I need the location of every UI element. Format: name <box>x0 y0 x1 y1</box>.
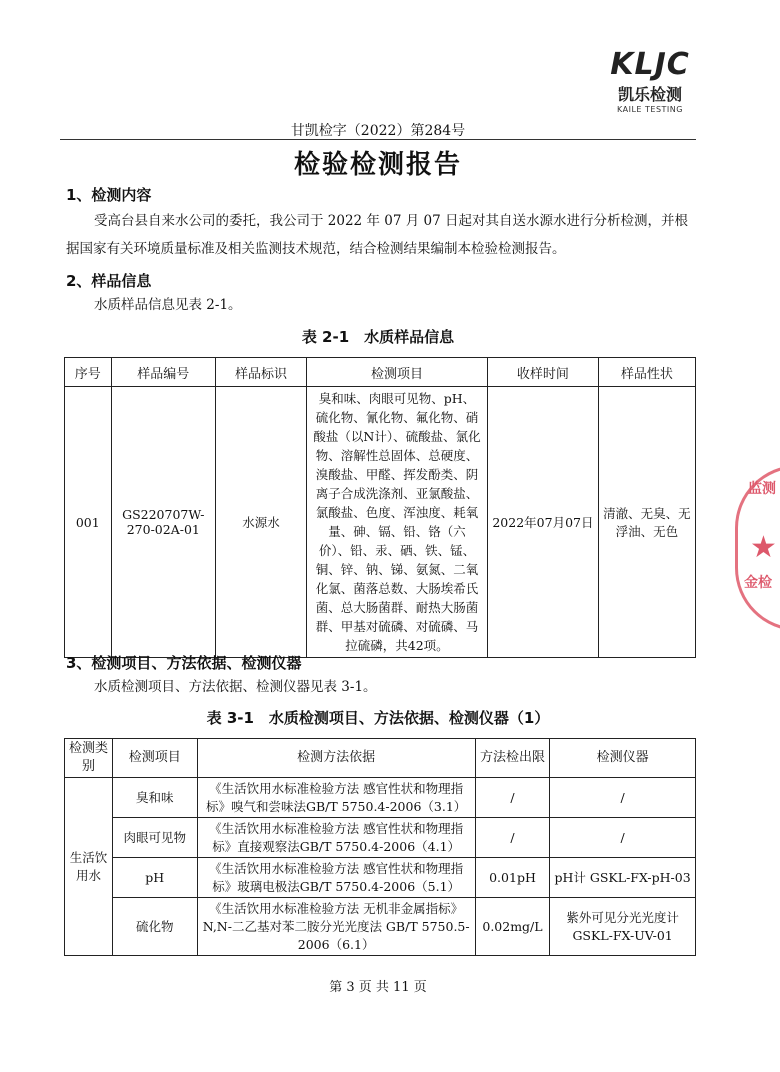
section2-heading: 2、样品信息 <box>66 272 152 290</box>
col-header: 收样时间 <box>487 358 598 387</box>
sample-no: 001 <box>65 387 112 658</box>
table-header-row <box>65 358 696 387</box>
col-header: 序号 <box>65 358 112 387</box>
table-row <box>65 858 696 898</box>
test-items: 臭和味、肉眼可见物、pH、硫化物、氰化物、氟化物、硝酸盐（以N计）、硫酸盐、氯化物、溶解性总固体、总硬度、溴酸盐、甲醛、挥发酚类、阴离子合成洗涤剂、亚氯酸盐、氯酸盐、色度、浑浊度、耗氧量、砷、镉、铅、铬（六价）、铅、汞、硒、铁、锰、铜、锌、钠、锑、氨氮、二氧化氯、菌落总数、大肠埃希氏菌、总大肠菌群、耐热大肠菌群、甲基对硫磷、对硫磷、马拉硫磷，共42项。 <box>307 387 488 658</box>
col-header: 检测项目 <box>307 358 488 387</box>
table-header-row <box>65 739 696 778</box>
page-footer: 第 3 页 共 11 页 <box>329 980 427 995</box>
table21-caption: 表 2-1 水质样品信息 <box>301 328 455 346</box>
instrument: / <box>550 818 696 858</box>
col-header: 检测类别 <box>65 739 113 778</box>
section1-text: 受高台县自来水公司的委托，我公司于 2022 年 07 月 07 日起对其自送水源水进行分析检测，并根据国家有关环境质量标准及相关监测技术规范，结合检测结果编制本检验检测报告。 <box>66 213 688 257</box>
methods-table <box>64 738 696 956</box>
report-reference: 甘凯检字（2022）第284号 <box>290 123 466 139</box>
test-item: 臭和味 <box>112 778 197 818</box>
logo-cn-text: 凯乐检测 <box>617 85 682 104</box>
section3-text: 水质检测项目、方法依据、检测仪器见表 3-1。 <box>94 679 377 695</box>
col-header: 检测方法依据 <box>197 739 475 778</box>
test-item: pH <box>112 858 197 898</box>
sample-label: 水源水 <box>216 387 307 658</box>
col-header: 样品性状 <box>598 358 695 387</box>
col-header: 样品标识 <box>216 358 307 387</box>
detection-limit: 0.02mg/L <box>475 898 549 956</box>
test-item: 肉眼可见物 <box>112 818 197 858</box>
test-method: 《生活饮用水标准检验方法 无机非金属指标》N,N-二乙基对苯二胺分光光度法 GB/T 5750.5-2006（6.1） <box>197 898 475 956</box>
company-logo <box>600 47 700 114</box>
sample-id: GS220707W-270-02A-01 <box>111 387 216 658</box>
official-seal-stamp <box>735 465 780 631</box>
logo-mark: KLJC <box>610 47 690 82</box>
stamp-text: 监测 <box>748 481 776 497</box>
detection-limit: 0.01pH <box>475 858 549 898</box>
detection-limit: / <box>475 818 549 858</box>
section1-heading: 1、检测内容 <box>66 186 152 204</box>
received-date: 2022年07月07日 <box>487 387 598 658</box>
test-method: 《生活饮用水标准检验方法 感官性状和物理指标》玻璃电极法GB/T 5750.4-2006（5.1） <box>197 858 475 898</box>
stamp-text: 金检 <box>744 575 772 591</box>
table-row <box>65 898 696 956</box>
table-row <box>65 778 696 818</box>
col-header: 检测仪器 <box>550 739 696 778</box>
col-header: 样品编号 <box>111 358 216 387</box>
sample-appearance: 清澈、无臭、无浮油、无色 <box>598 387 695 658</box>
test-item: 硫化物 <box>112 898 197 956</box>
header-divider <box>60 139 696 140</box>
test-method: 《生活饮用水标准检验方法 感官性状和物理指标》直接观察法GB/T 5750.4-2006（4.1） <box>197 818 475 858</box>
table-row <box>65 818 696 858</box>
table31-caption: 表 3-1 水质检测项目、方法依据、检测仪器（1） <box>206 709 550 727</box>
detection-limit: / <box>475 778 549 818</box>
col-header: 检测项目 <box>112 739 197 778</box>
report-title: 检验检测报告 <box>293 150 462 180</box>
section3-heading: 3、检测项目、方法依据、检测仪器 <box>66 654 302 672</box>
instrument: pH计 GSKL-FX-pH-03 <box>550 858 696 898</box>
section2-text: 水质样品信息见表 2-1。 <box>94 297 242 313</box>
sample-info-table <box>64 357 696 658</box>
test-method: 《生活饮用水标准检验方法 感官性状和物理指标》嗅气和尝味法GB/T 5750.4-2006（3.1） <box>197 778 475 818</box>
instrument: 紫外可见分光光度计 GSKL-FX-UV-01 <box>550 898 696 956</box>
star-icon: ★ <box>750 530 777 565</box>
table-row <box>65 387 696 658</box>
instrument: / <box>550 778 696 818</box>
logo-en-text: KAILE TESTING <box>617 105 683 114</box>
col-header: 方法检出限 <box>475 739 549 778</box>
test-category: 生活饮用水 <box>65 778 113 956</box>
